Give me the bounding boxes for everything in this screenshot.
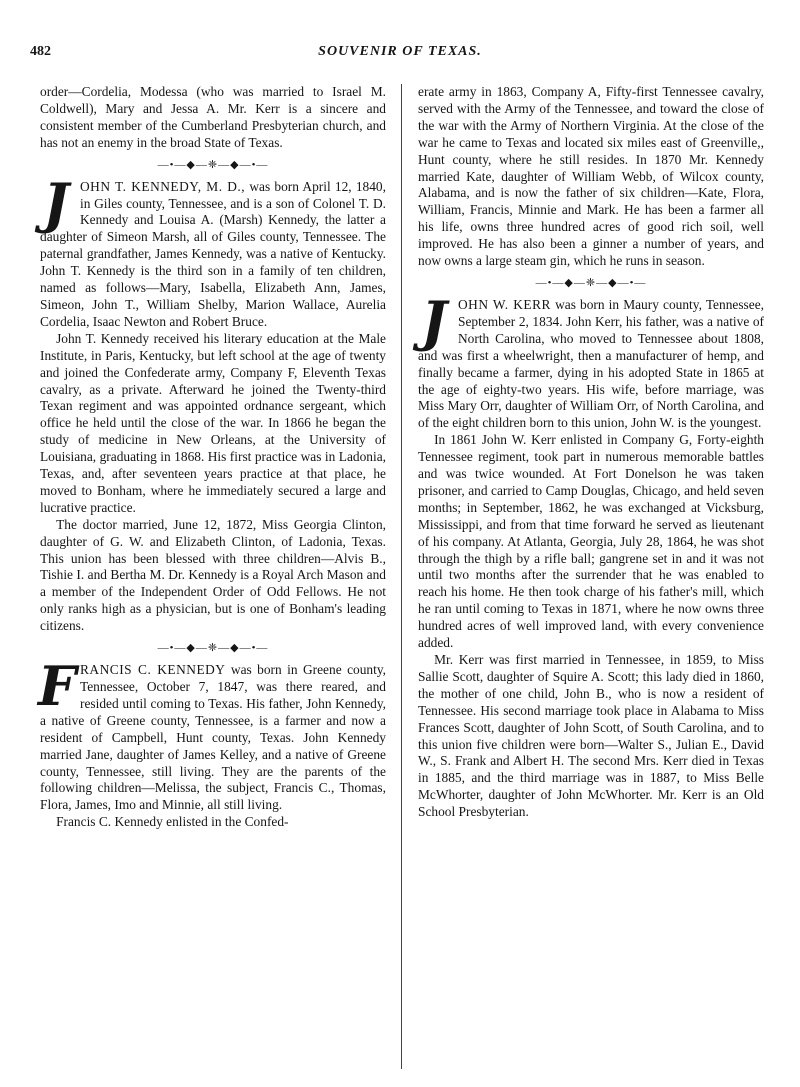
paragraph-text: was born in Greene county, Tennessee, October 7, 1847, was there reared, and resided until coming to Texas. His father, John Kennedy, a native of Greene county, Tennessee, is a farmer and now a resident of Campbell, Hunt county, Texas. John Kennedy married Jane, daughter of James Kelley, and a native of Greene county, Tennessee, still living. They are the parents of the following children—Melissa, the subject, Francis C., Thomas, Flora, James, Imo and Minnie, all still living. <box>40 662 386 813</box>
drop-cap: F <box>38 654 77 719</box>
biography-john-w-kerr <box>418 288 764 821</box>
paragraph: Francis C. Kennedy enlisted in the Confed- <box>56 814 289 830</box>
drop-cap: J <box>421 288 447 353</box>
biography-francis-c-kennedy <box>38 654 386 831</box>
paragraph-text: was born in Maury county, Tennessee, September 2, 1834. John Kerr, his father, was a native of North Carolina, who moved to Tennessee about 1808, and was first a wheelwright, then a manufacturer of hemp, and finally became a farmer, dying in his adopted State in 1865 at the age of eighty-two years. His wife, before marriage, was Miss Mary Orr, daughter of William Orr, of North Carolina, and of the eight children born to this union, John W. is the youngest. <box>418 296 764 431</box>
paragraph: In 1861 John W. Kerr enlisted in Company G, Forty-eighth Tennessee regiment, took part in numerous memorable battles and was twice wounded. At Fort Donelson he was taken prisoner, and carried to Camp Douglas, Chicago, and held seven months; in September, 1862, he was exchanged at Vicksburg, Mississippi, and from that time forward he served as lieutenant of his company. At Atlanta, Georgia, July 28, 1864, he was shot through the thigh by a rifle ball; gangrene set in and it was not until two months after the surrender that he was enabled to reach his home. He then took charge of his father's mill, which he ran until coming to Texas in 1871, where he now owns three hundred acres of well improved land, with every convenience added. <box>418 432 764 651</box>
drop-cap: J <box>43 170 69 235</box>
page-header <box>30 44 770 64</box>
paragraph: The doctor married, June 12, 1872, Miss Georgia Clinton, daughter of G. W. and Elizabeth Clinton, of Ladonia, Texas. This union has been blessed with three children—Alvis B., Tishie I. and Bertha M. Dr. Kennedy is a Royal Arch Mason and a member of the Independent Order of Odd Fellows. He not only ranks high as a physician, but is one of Bonham's leading citizens. <box>40 516 386 634</box>
left-column <box>40 84 386 831</box>
section-ornament: —•—◆—❈—◆—•— <box>535 276 647 289</box>
paragraph: Mr. Kerr was first married in Tennessee, in 1859, to Miss Sallie Scott, daughter of Squire A. Scott; this lady died in 1860, the mother of one child, John B., who is now a resident of Tennessee. His second marriage took place in Alabama to Miss Frances Scott, daughter of John Scott, of South Carolina, and to this union five children were born—Walter S., Julian E., David W., S. Frank and Albert H. The second Mrs. Kerr died in Texas in 1885, and the third marriage was in 1887, to Miss Belle McWhorter, daughter of John McWhorter. Mr. Kerr is an Old School Presbyterian. <box>418 652 764 820</box>
paragraph: erate army in 1863, Company A, Fifty-first Tennessee cavalry, served with the Army of the Tennessee, and toward the close of the war with the Army of Northern Virginia. At the close of the war he came to Texas and located six miles east of Greenville,, Hunt county, where he still resides. In 1870 Mr. Kennedy married Kate, daughter of William Webb, of Wilcox county, Alabama, and is now the father of six children—Kate, Flora, William, Francis, Minnie and Mark. He has been a farmer all his life, owns three hundred acres of good rich soil, well improved. He has also been a ginner a number of years, and now owns a large steam gin, which he runs in season. <box>418 84 764 269</box>
paragraph: John T. Kennedy received his literary education at the Male Institute, in Paris, Kentucky, but left school at the age of twenty and joined the Confederate army, Company F, Eleventh Texas cavalry, as a private. Afterward he joined the Twenty-third Texan regiment and was appointed ordnance sergeant, which office he held until the close of the war. In 1866 he began the study of medicine in New Orleans, at the University of Louisiana, graduating in 1868. His first practice was in Ladonia, Texas, and, after seventeen years practice at that place, he moved to Bonham, where he immediately secured a large and lucrative practice. <box>40 330 386 515</box>
paragraph: order—Cordelia, Modessa (who was married to Israel M. Coldwell), Mary and Jessa A. Mr. Kerr is a sincere and consistent member of the Cumberland Presbyterian church, and has not an enemy in the broad State of Texas. <box>40 84 386 150</box>
biography-name: OHN W. KERR <box>458 296 551 312</box>
page-number: 482 <box>30 44 51 59</box>
column-divider <box>401 84 402 1069</box>
running-title: SOUVENIR OF TEXAS. <box>318 44 482 59</box>
right-column <box>418 84 764 821</box>
paragraph-text: was born April 12, 1840, in Giles county, Tennessee, and is a son of Colonel T. D. Kennedy and Louisa A. (Marsh) Kennedy, the latter a daughter of Simeon Marsh, all of Giles county, Tennessee. The paternal grandfather, James Kennedy, was a native of Kentucky. John T. Kennedy is the third son in a family of ten children, named as follows—Mary, Isabella, Elizabeth Ann, James, Simeon, John T., William Shelby, Marion Wallace, Aurelia Cordelia, Isaac Newton and Robert Bruce. <box>40 178 386 329</box>
section-ornament: —•—◆—❈—◆—•— <box>157 158 269 171</box>
biography-name: RANCIS C. KENNEDY <box>80 662 226 678</box>
section-ornament: —•—◆—❈—◆—•— <box>157 642 269 655</box>
biography-name: OHN T. KENNEDY, M. D., <box>80 178 246 194</box>
biography-john-t-kennedy <box>40 170 386 635</box>
